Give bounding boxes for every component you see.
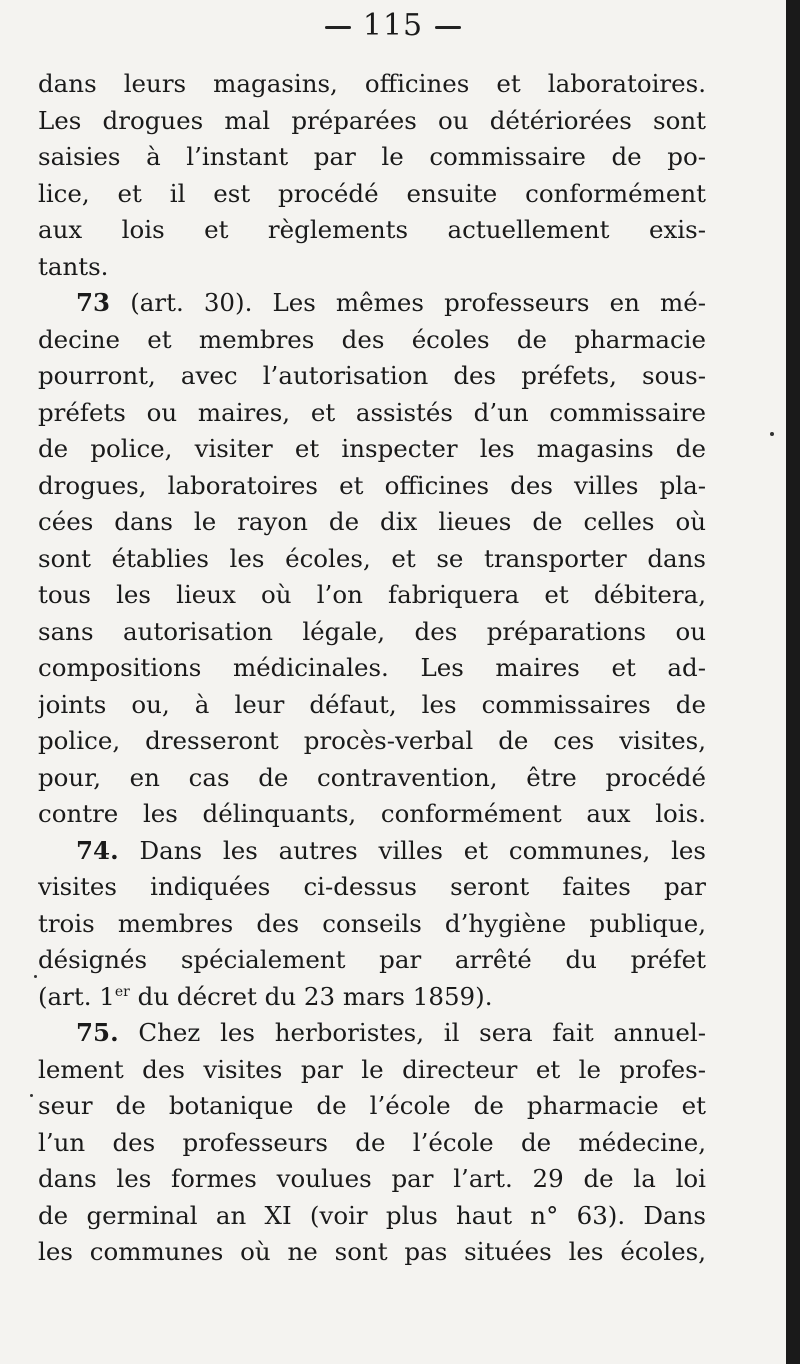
text-line: Dans les autres villes et communes, les <box>139 835 706 865</box>
text-line: pour, en cas de contravention, être procédé <box>38 762 706 792</box>
text-line: dans les formes voulues par l’art. 29 de la loi <box>38 1164 706 1193</box>
ink-speck <box>30 1094 33 1097</box>
text-line: Chez les herboristes, il sera fait annuel- <box>138 1018 706 1047</box>
ink-speck <box>770 432 774 436</box>
text-line: de germinal an XI (voir plus haut n° 63). Dans <box>38 1200 706 1230</box>
text-line: decine et membres des écoles de pharmacie <box>38 324 706 354</box>
page-number: 115 <box>362 8 424 43</box>
text-line: sont établies les écoles, et se transporter dans <box>38 543 706 573</box>
text-line: de police, visiter et inspecter les magasins de <box>38 434 706 463</box>
text-line: cées dans le rayon de dix lieues de celles où <box>38 507 706 536</box>
paragraph-73-first-line <box>38 285 706 322</box>
text-line: désignés spécialement par arrêté du préfet <box>38 945 706 974</box>
paragraph-number: 75. <box>76 1018 119 1047</box>
paragraph-74-first-line <box>38 833 706 870</box>
text-line: drogues, laboratoires et officines des villes pla- <box>38 470 706 500</box>
paragraph-number: 73 <box>76 288 111 317</box>
text-line: seur de botanique de l’école de pharmacie et <box>38 1091 706 1120</box>
text-line: (art. 30). Les mêmes professeurs en mé- <box>130 288 706 317</box>
text-line: aux lois et règlements actuellement exis- <box>38 215 706 244</box>
text-line: pourront, avec l’autorisation des préfets, sous- <box>38 361 706 390</box>
text-line: sans autorisation légale, des préparations ou <box>38 616 706 646</box>
superscript: er <box>114 983 130 1000</box>
paragraph-number: 74. <box>76 835 119 865</box>
text-line-with-superscript <box>38 979 706 1016</box>
ink-speck <box>34 975 37 978</box>
text-line: les communes où ne sont pas situées les écoles, <box>38 1237 706 1266</box>
text-line: lice, et il est procédé ensuite conformément <box>38 178 706 208</box>
text-fragment: du décret du 23 mars 1859). <box>129 981 493 1011</box>
text-line: Les drogues mal préparées ou détériorées sont <box>38 105 706 135</box>
text-line: trois membres des conseils d’hygiène publique, <box>38 908 706 938</box>
text-line: tous les lieux où l’on fabriquera et débitera, <box>38 580 706 609</box>
text-line: préfets ou maires, et assistés d’un commissaire <box>38 397 706 427</box>
body-text <box>38 66 706 1271</box>
text-line: compositions médicinales. Les maires et ad- <box>38 653 706 682</box>
text-line: joints ou, à leur défaut, les commissaires de <box>38 689 706 719</box>
page-header <box>0 8 786 43</box>
text-line: police, dresseront procès-verbal de ces visites, <box>38 726 706 755</box>
text-line: l’un des professeurs de l’école de médecine, <box>38 1127 706 1157</box>
text-line: tants. <box>38 251 109 281</box>
header-dash-left <box>325 26 351 29</box>
text-fragment: (art. 1 <box>38 981 115 1011</box>
text-line: lement des visites par le directeur et le profes- <box>38 1054 706 1084</box>
text-line: dans leurs magasins, officines et laboratoires. <box>38 69 706 98</box>
text-line: contre les délinquants, conformément aux lois. <box>38 799 706 828</box>
paragraph-75-first-line <box>38 1015 706 1052</box>
text-line: saisies à l’instant par le commissaire de po- <box>38 142 706 171</box>
text-line: visites indiquées ci-dessus seront faites par <box>38 872 706 901</box>
page-edge <box>786 0 800 1364</box>
header-dash-right <box>435 26 461 29</box>
